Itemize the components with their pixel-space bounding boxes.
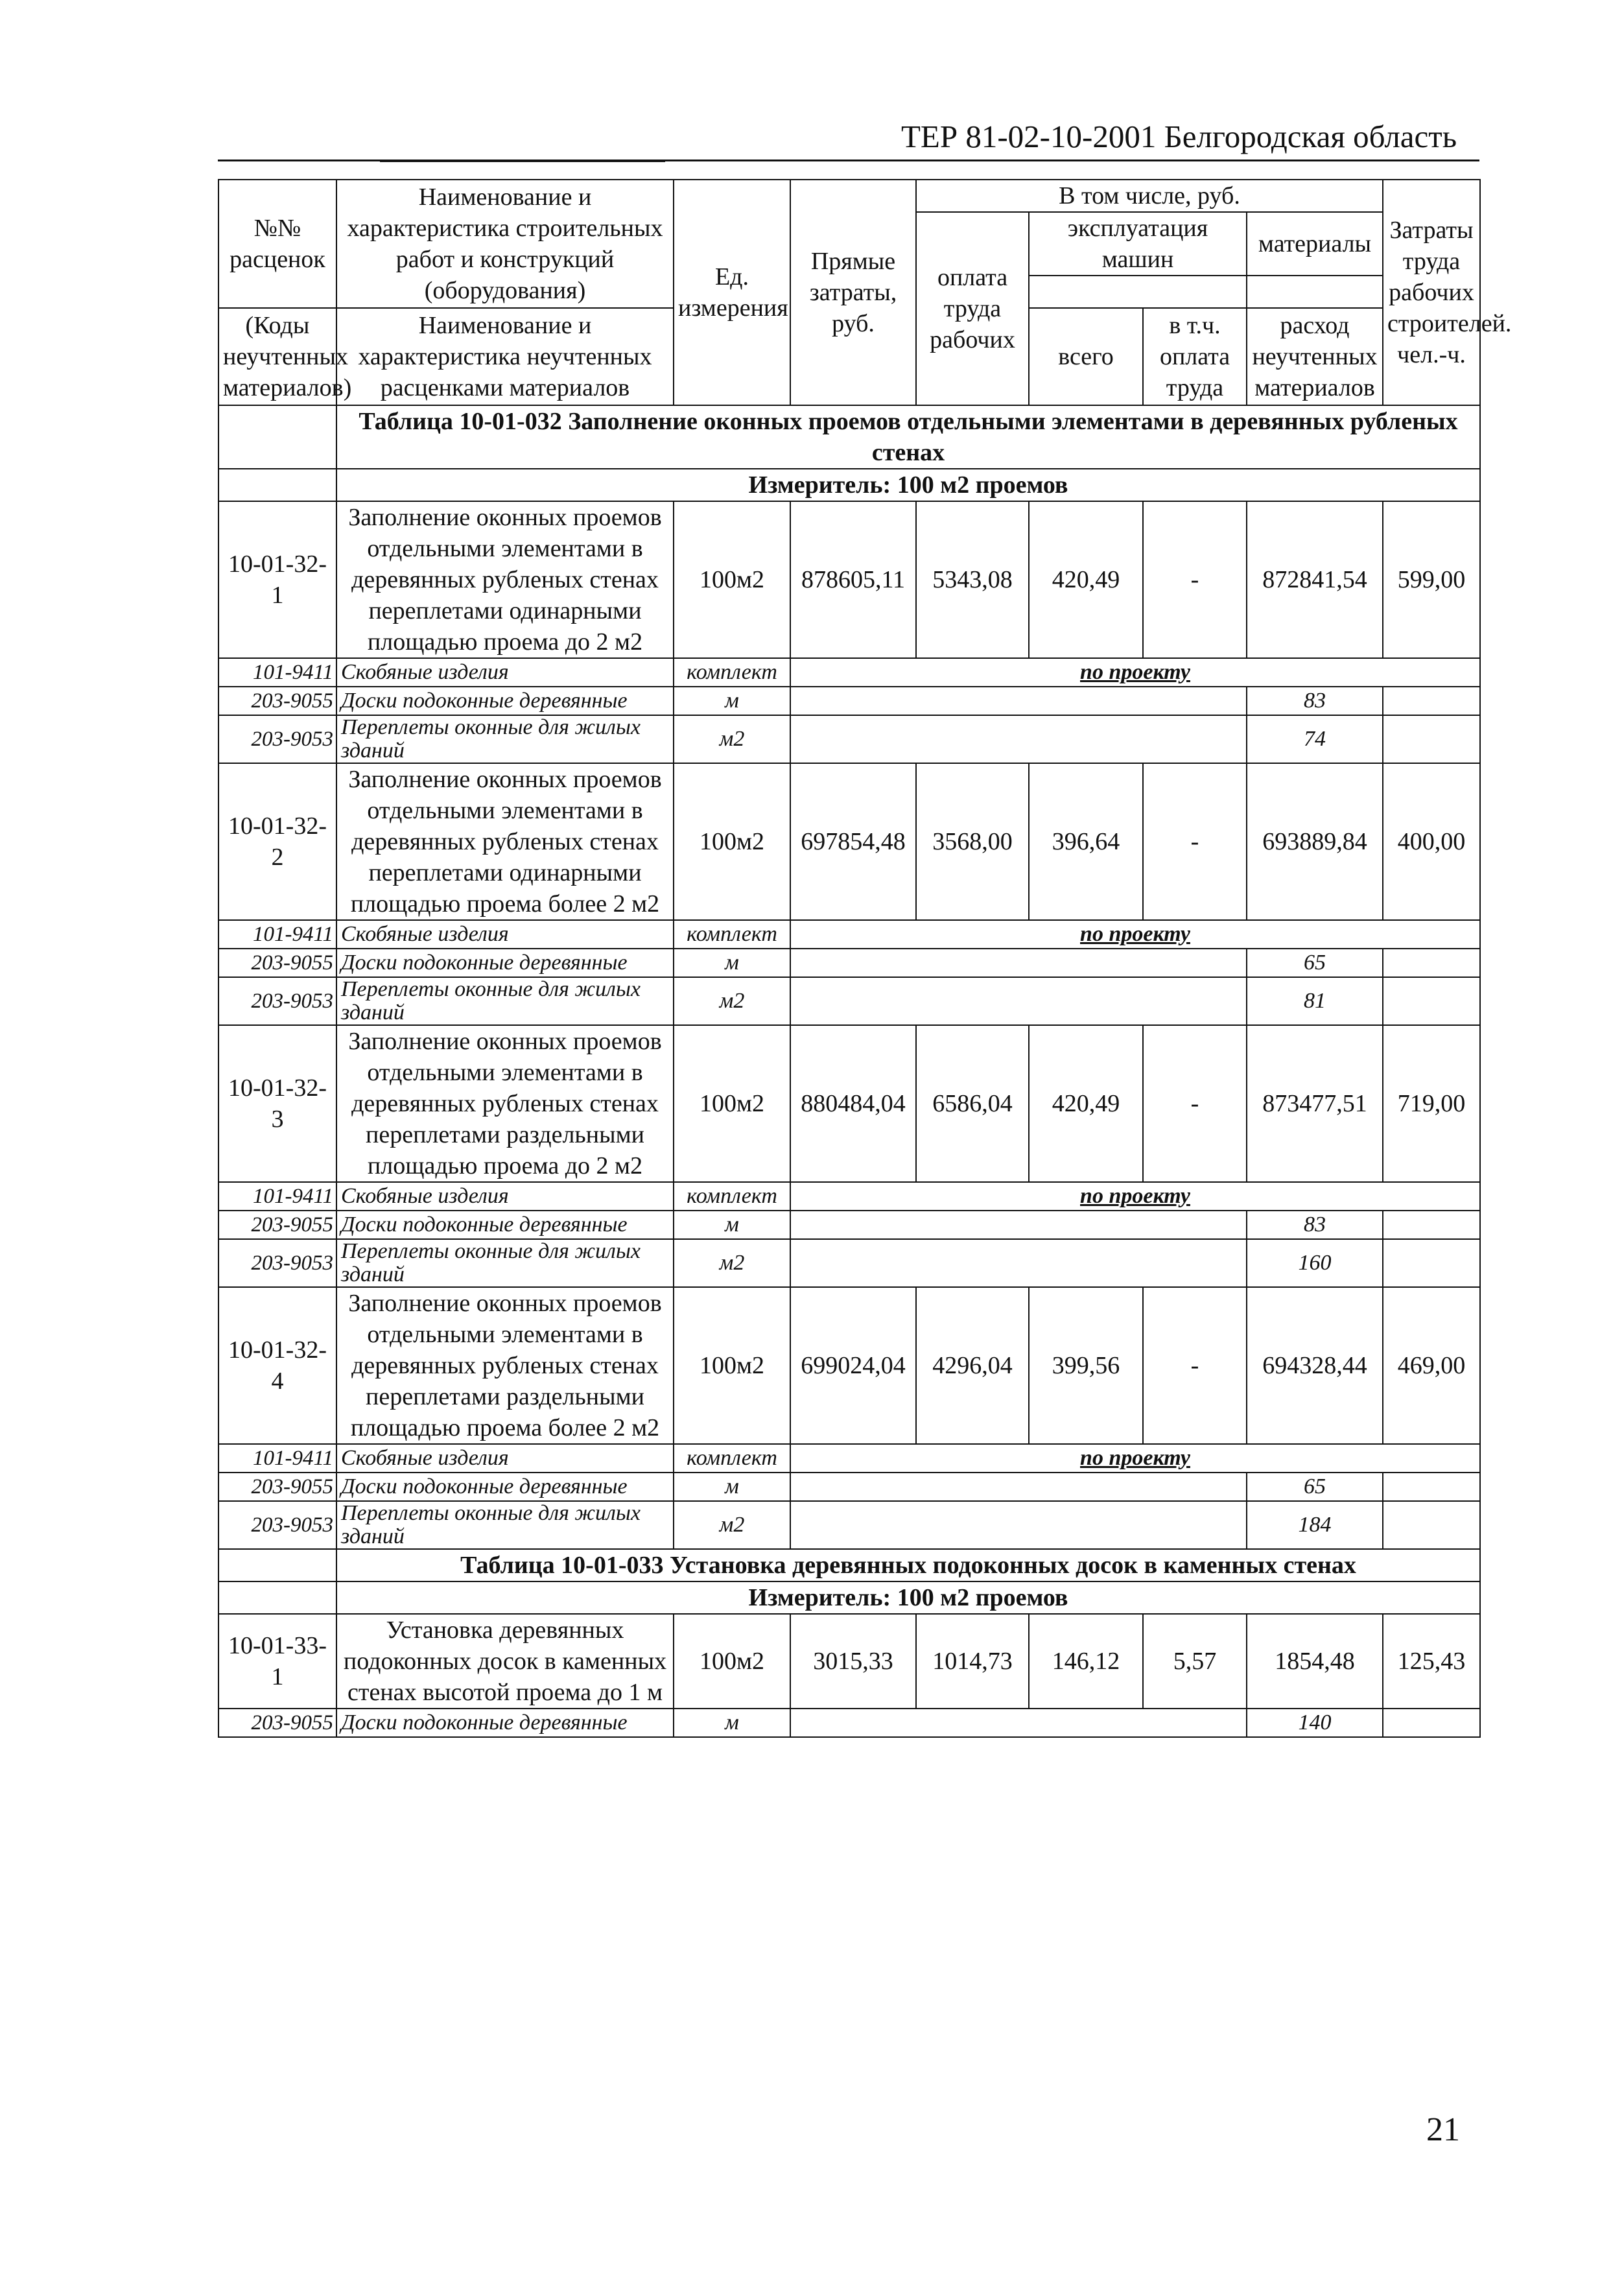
rate-code: 10-01-32-3 [218, 1025, 336, 1182]
material-name: Доски подоконные деревянные [336, 1473, 674, 1501]
rate-labor: 5343,08 [916, 501, 1029, 658]
material-hours-spacer [1383, 1709, 1480, 1737]
material-code: 203-9053 [218, 977, 336, 1025]
col-name-sub-header: Наименование и характеристика неучтенных расценками материалов [336, 308, 674, 405]
table-caption: Таблица 10-01-033 Установка деревянных подоконных досок в каменных стенах [336, 1549, 1480, 1581]
material-unit: м2 [674, 977, 790, 1025]
col-machines-header: эксплуатация машин [1029, 212, 1247, 276]
rate-machines: 396,64 [1029, 763, 1143, 920]
col-incl-header: В том числе, руб. [916, 180, 1383, 212]
material-unit: м [674, 949, 790, 977]
material-spacer [790, 687, 1247, 715]
rate-hours: 719,00 [1383, 1025, 1480, 1182]
material-unit: м [674, 1473, 790, 1501]
material-value [790, 920, 1480, 949]
material-spacer [790, 1211, 1247, 1239]
measure-spacer [218, 1581, 336, 1614]
table-caption-row [218, 1549, 1480, 1581]
rate-machines-labor: - [1143, 763, 1247, 920]
rate-unit: 100м2 [674, 763, 790, 920]
material-unit: м [674, 1709, 790, 1737]
material-value-text: по проекту [1080, 1184, 1190, 1208]
material-value [790, 1444, 1480, 1473]
header-row-1 [218, 180, 1480, 212]
material-unit: комплект [674, 1444, 790, 1473]
material-code: 101-9411 [218, 1182, 336, 1211]
material-row [218, 687, 1480, 715]
rate-machines-labor: - [1143, 501, 1247, 658]
material-row [218, 1473, 1480, 1501]
rate-row [218, 763, 1480, 920]
col-code-sub-header: (Коды неучтенных материалов) [218, 308, 336, 405]
col-materials-sub-header: расход неучтенных материалов [1247, 308, 1383, 405]
machines-spacer [1029, 276, 1247, 308]
material-value-text: по проекту [1080, 922, 1190, 946]
rate-row [218, 501, 1480, 658]
rate-labor: 3568,00 [916, 763, 1029, 920]
page-number: 21 [1426, 2111, 1460, 2148]
material-name: Доски подоконные деревянные [336, 949, 674, 977]
material-name: Доски подоконные деревянные [336, 687, 674, 715]
material-unit: м2 [674, 1501, 790, 1549]
rate-name: Заполнение оконных проемов отдельными элементами в деревянных рубленых стенах переплетами одинарными площадью проема более 2 м2 [336, 763, 674, 920]
col-unit-header: Ед. измерения [674, 180, 790, 405]
rate-hours: 125,43 [1383, 1614, 1480, 1709]
material-value [790, 658, 1480, 687]
rate-machines-labor: 5,57 [1143, 1614, 1247, 1709]
col-labor-header: оплата труда рабочих [916, 212, 1029, 405]
caption-spacer [218, 1549, 336, 1581]
rate-machines: 146,12 [1029, 1614, 1143, 1709]
col-hours-header: Затраты труда рабочих строителей. чел.-ч. [1383, 180, 1480, 405]
rate-machines: 399,56 [1029, 1287, 1143, 1444]
material-spacer [790, 715, 1247, 763]
rate-row [218, 1614, 1480, 1709]
col-machines-total-header: всего [1029, 308, 1143, 405]
materials-spacer [1247, 276, 1383, 308]
material-row [218, 715, 1480, 763]
material-value: 83 [1247, 1211, 1383, 1239]
material-hours-spacer [1383, 1211, 1480, 1239]
material-hours-spacer [1383, 1239, 1480, 1287]
material-hours-spacer [1383, 1501, 1480, 1549]
col-materials-header: материалы [1247, 212, 1383, 276]
material-unit: комплект [674, 658, 790, 687]
rate-direct: 880484,04 [790, 1025, 916, 1182]
material-code: 101-9411 [218, 1444, 336, 1473]
material-row [218, 1709, 1480, 1737]
rate-machines-labor: - [1143, 1025, 1247, 1182]
table-caption: Таблица 10-01-032 Заполнение оконных проемов отдельными элементами в деревянных рубленых стенах [336, 405, 1480, 469]
rate-machines: 420,49 [1029, 501, 1143, 658]
rate-labor: 1014,73 [916, 1614, 1029, 1709]
material-hours-spacer [1383, 687, 1480, 715]
material-name: Переплеты оконные для жилых зданий [336, 977, 674, 1025]
material-spacer [790, 977, 1247, 1025]
material-name: Переплеты оконные для жилых зданий [336, 715, 674, 763]
material-code: 203-9055 [218, 1709, 336, 1737]
rate-materials: 693889,84 [1247, 763, 1383, 920]
material-name: Скобяные изделия [336, 920, 674, 949]
material-value-text: по проекту [1080, 1446, 1190, 1470]
material-row [218, 1182, 1480, 1211]
rate-unit: 100м2 [674, 1025, 790, 1182]
measure-row [218, 469, 1480, 501]
material-unit: комплект [674, 920, 790, 949]
document-header: ТЕР 81-02-10-2001 Белгородская область [901, 119, 1457, 154]
rates-table [218, 179, 1512, 1738]
material-value-text: по проекту [1080, 660, 1190, 684]
material-value [790, 1182, 1480, 1211]
rate-name: Заполнение оконных проемов отдельными элементами в деревянных рубленых стенах переплетами раздельными площадью проема до 2 м2 [336, 1025, 674, 1182]
rate-materials: 873477,51 [1247, 1025, 1383, 1182]
rate-code: 10-01-32-4 [218, 1287, 336, 1444]
rate-direct: 697854,48 [790, 763, 916, 920]
rate-name: Заполнение оконных проемов отдельными элементами в деревянных рубленых стенах переплетами раздельными площадью проема более 2 м2 [336, 1287, 674, 1444]
material-hours-spacer [1383, 715, 1480, 763]
rate-code: 10-01-32-2 [218, 763, 336, 920]
material-code: 203-9055 [218, 1211, 336, 1239]
material-hours-spacer [1383, 949, 1480, 977]
material-code: 101-9411 [218, 658, 336, 687]
material-name: Скобяные изделия [336, 1444, 674, 1473]
material-value: 184 [1247, 1501, 1383, 1549]
material-code: 203-9055 [218, 1473, 336, 1501]
material-value: 65 [1247, 949, 1383, 977]
material-row [218, 1211, 1480, 1239]
material-spacer [790, 1239, 1247, 1287]
material-row [218, 920, 1480, 949]
rate-direct: 3015,33 [790, 1614, 916, 1709]
material-hours-spacer [1383, 977, 1480, 1025]
material-code: 203-9055 [218, 687, 336, 715]
rate-hours: 599,00 [1383, 501, 1480, 658]
material-value: 83 [1247, 687, 1383, 715]
col-machines-labor-header: в т.ч. оплата труда [1143, 308, 1247, 405]
material-row [218, 977, 1480, 1025]
material-name: Переплеты оконные для жилых зданий [336, 1239, 674, 1287]
material-name: Скобяные изделия [336, 1182, 674, 1211]
material-name: Доски подоконные деревянные [336, 1211, 674, 1239]
rate-code: 10-01-33-1 [218, 1614, 336, 1709]
material-hours-spacer [1383, 1473, 1480, 1501]
rate-name: Установка деревянных подоконных досок в каменных стенах высотой проема до 1 м [336, 1614, 674, 1709]
material-spacer [790, 1709, 1247, 1737]
material-code: 203-9053 [218, 1501, 336, 1549]
rate-labor: 6586,04 [916, 1025, 1029, 1182]
material-value: 140 [1247, 1709, 1383, 1737]
material-spacer [790, 1473, 1247, 1501]
rate-hours: 469,00 [1383, 1287, 1480, 1444]
table-caption-row [218, 405, 1480, 469]
caption-spacer [218, 405, 336, 469]
material-spacer [790, 1501, 1247, 1549]
rate-labor: 4296,04 [916, 1287, 1029, 1444]
material-name: Скобяные изделия [336, 658, 674, 687]
rate-machines: 420,49 [1029, 1025, 1143, 1182]
material-unit: м [674, 1211, 790, 1239]
rate-row [218, 1025, 1480, 1182]
material-row [218, 949, 1480, 977]
material-code: 101-9411 [218, 920, 336, 949]
col-code-header: №№ расценок [218, 180, 336, 308]
rate-row [218, 1287, 1480, 1444]
material-value: 65 [1247, 1473, 1383, 1501]
rate-unit: 100м2 [674, 501, 790, 658]
rate-hours: 400,00 [1383, 763, 1480, 920]
rate-materials: 872841,54 [1247, 501, 1383, 658]
material-unit: м [674, 687, 790, 715]
col-name-header: Наименование и характеристика строительных работ и конструкций (оборудования) [336, 180, 674, 308]
material-name: Доски подоконные деревянные [336, 1709, 674, 1737]
rate-unit: 100м2 [674, 1614, 790, 1709]
material-row [218, 1501, 1480, 1549]
material-row [218, 1239, 1480, 1287]
header-rule [218, 160, 1479, 161]
measure-label: Измеритель: 100 м2 проемов [336, 1581, 1480, 1614]
col-direct-header: Прямые затраты, руб. [790, 180, 916, 405]
measure-label: Измеритель: 100 м2 проемов [336, 469, 1480, 501]
material-value: 74 [1247, 715, 1383, 763]
material-value: 160 [1247, 1239, 1383, 1287]
material-value: 81 [1247, 977, 1383, 1025]
rate-materials: 1854,48 [1247, 1614, 1383, 1709]
measure-spacer [218, 469, 336, 501]
material-spacer [790, 949, 1247, 977]
rate-name: Заполнение оконных проемов отдельными элементами в деревянных рубленых стенах переплетами одинарными площадью проема до 2 м2 [336, 501, 674, 658]
material-row [218, 1444, 1480, 1473]
rate-materials: 694328,44 [1247, 1287, 1383, 1444]
material-unit: м2 [674, 1239, 790, 1287]
material-unit: комплект [674, 1182, 790, 1211]
material-unit: м2 [674, 715, 790, 763]
rate-code: 10-01-32-1 [218, 501, 336, 658]
measure-row [218, 1581, 1480, 1614]
material-name: Переплеты оконные для жилых зданий [336, 1501, 674, 1549]
material-code: 203-9055 [218, 949, 336, 977]
material-code: 203-9053 [218, 715, 336, 763]
material-row [218, 658, 1480, 687]
rate-unit: 100м2 [674, 1287, 790, 1444]
material-code: 203-9053 [218, 1239, 336, 1287]
rate-machines-labor: - [1143, 1287, 1247, 1444]
rate-direct: 699024,04 [790, 1287, 916, 1444]
rate-direct: 878605,11 [790, 501, 916, 658]
